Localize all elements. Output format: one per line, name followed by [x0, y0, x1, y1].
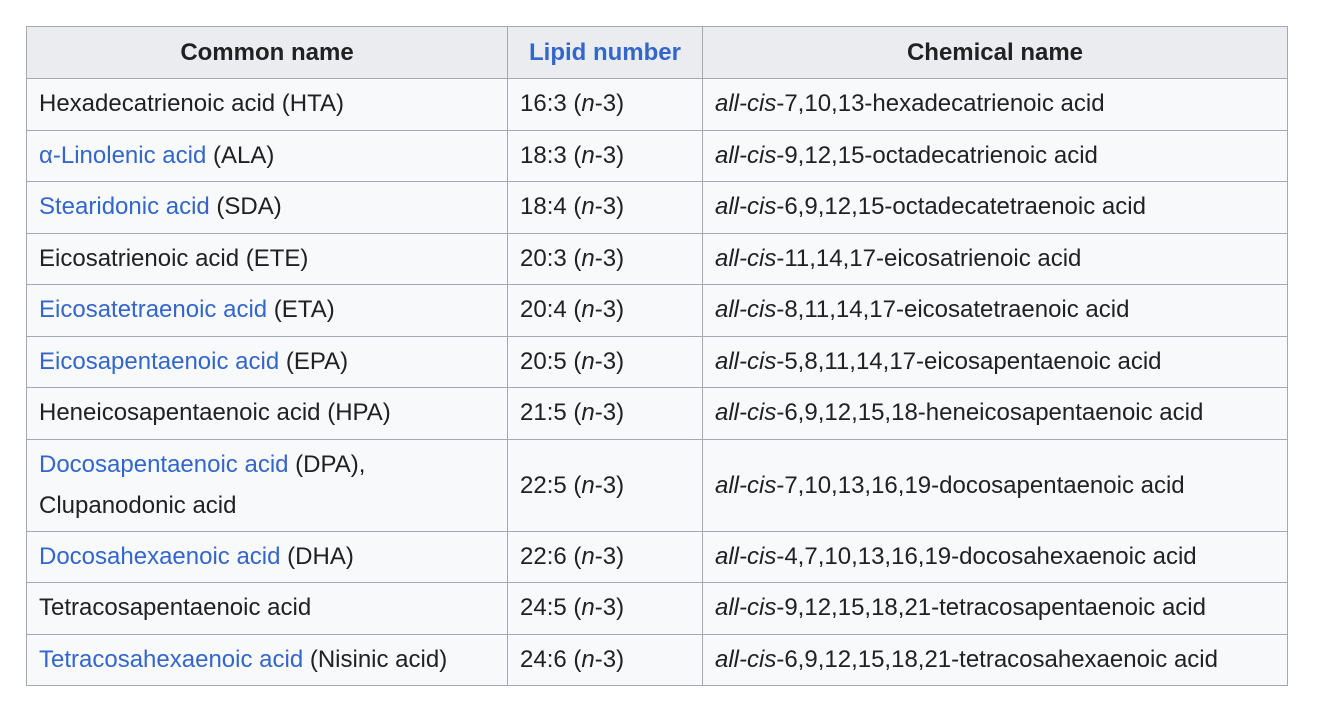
chem-prefix: all-cis: [715, 594, 777, 622]
lipid-prefix: 21:5 (: [520, 399, 582, 427]
chem-prefix: all-cis: [715, 645, 777, 673]
lipid-n: n: [581, 399, 595, 427]
cell-lipid-number: [508, 634, 703, 686]
cell-lipid-number: [508, 130, 703, 182]
cell-common-name: [27, 336, 508, 388]
lipid-n: n: [581, 542, 595, 570]
table-row: [27, 388, 1288, 440]
cell-lipid-number: [508, 531, 703, 583]
cell-common-name: [27, 583, 508, 635]
table-row: [27, 531, 1288, 583]
chem-prefix: all-cis: [715, 471, 777, 499]
table-row: [27, 336, 1288, 388]
lipid-suffix: -3): [594, 471, 625, 499]
lipid-prefix: 20:3 (: [520, 244, 582, 272]
cell-lipid-number: [508, 336, 703, 388]
lipid-suffix: -3): [594, 141, 625, 169]
acid-name-text: (EPA): [279, 347, 349, 375]
chem-rest: -8,11,14,17-eicosatetraenoic acid: [776, 296, 1130, 324]
lipid-n: n: [581, 347, 595, 375]
table-row: [27, 439, 1288, 531]
table-body: [27, 79, 1288, 686]
lipid-suffix: -3): [594, 645, 625, 673]
lipid-suffix: -3): [594, 296, 625, 324]
acid-name-text: Hexadecatrienoic acid (HTA): [39, 90, 345, 118]
cell-chemical-name: [703, 531, 1288, 583]
header-row: [27, 27, 1288, 79]
acid-name-text: Tetracosapentaenoic acid: [39, 594, 312, 622]
acid-link[interactable]: Tetracosahexaenoic acid: [39, 645, 304, 673]
chem-rest: -6,9,12,15-octadecatetraenoic acid: [776, 193, 1146, 221]
lipid-prefix: 22:5 (: [520, 471, 582, 499]
cell-common-name: [27, 233, 508, 285]
acid-link[interactable]: Docosahexaenoic acid: [39, 542, 281, 570]
chem-rest: -7,10,13-hexadecatrienoic acid: [776, 90, 1105, 118]
lipid-n: n: [581, 645, 595, 673]
lipid-n: n: [581, 193, 595, 221]
lipid-prefix: 24:6 (: [520, 645, 582, 673]
lipid-prefix: 22:6 (: [520, 542, 582, 570]
lipid-suffix: -3): [594, 399, 625, 427]
acid-name-text: (DHA): [280, 542, 354, 570]
lipid-n: n: [581, 90, 595, 118]
chem-prefix: all-cis: [715, 244, 777, 272]
acid-name-text: (DPA),: [288, 451, 366, 478]
cell-chemical-name: [703, 336, 1288, 388]
chem-rest: -6,9,12,15,18,21-tetracosahexaenoic acid: [776, 645, 1218, 673]
lipid-prefix: 20:5 (: [520, 347, 582, 375]
lipid-n: n: [581, 471, 595, 499]
chem-rest: -9,12,15,18,21-tetracosapentaenoic acid: [776, 594, 1206, 622]
chem-prefix: all-cis: [715, 141, 777, 169]
cell-chemical-name: [703, 388, 1288, 440]
acid-name-text: (SDA): [209, 193, 282, 221]
chem-rest: -7,10,13,16,19-docosapentaenoic acid: [776, 471, 1185, 499]
cell-common-name: [27, 531, 508, 583]
cell-common-name: [27, 634, 508, 686]
table-row: [27, 634, 1288, 686]
cell-chemical-name: [703, 634, 1288, 686]
cell-lipid-number: [508, 388, 703, 440]
acid-name-text: (Nisinic acid): [303, 645, 448, 673]
lipid-n: n: [581, 594, 595, 622]
cell-chemical-name: [703, 439, 1288, 531]
lipid-prefix: 18:4 (: [520, 193, 582, 221]
lipid-suffix: -3): [594, 244, 625, 272]
cell-chemical-name: [703, 233, 1288, 285]
cell-chemical-name: [703, 285, 1288, 337]
cell-common-name: [27, 130, 508, 182]
acid-name-line2: Clupanodonic acid: [39, 492, 237, 519]
acid-name-text: (ETA): [267, 296, 335, 324]
lipid-prefix: 20:4 (: [520, 296, 582, 324]
acid-link[interactable]: α-Linolenic acid: [39, 141, 207, 169]
acid-link[interactable]: Eicosatetraenoic acid: [39, 296, 268, 324]
lipid-n: n: [581, 296, 595, 324]
header-common-name[interactable]: Common name: [27, 27, 508, 79]
fatty-acid-table: [26, 26, 1288, 686]
cell-chemical-name: [703, 130, 1288, 182]
table-row: [27, 583, 1288, 635]
chem-rest: -4,7,10,13,16,19-docosahexaenoic acid: [776, 542, 1197, 570]
cell-chemical-name: [703, 79, 1288, 131]
cell-lipid-number: [508, 439, 703, 531]
table-row: [27, 79, 1288, 131]
lipid-n: n: [581, 244, 595, 272]
acid-link[interactable]: Stearidonic acid: [39, 193, 210, 221]
acid-name-text: Eicosatrienoic acid (ETE): [39, 244, 309, 272]
lipid-suffix: -3): [594, 594, 625, 622]
cell-common-name: [27, 388, 508, 440]
chem-rest: -6,9,12,15,18-heneicosapentaenoic acid: [776, 399, 1204, 427]
chem-rest: -9,12,15-octadecatrienoic acid: [776, 141, 1098, 169]
table-row: [27, 285, 1288, 337]
chem-prefix: all-cis: [715, 347, 777, 375]
header-lipid-number[interactable]: Lipid number: [508, 27, 703, 79]
header-chemical-name[interactable]: Chemical name: [703, 27, 1288, 79]
chem-prefix: all-cis: [715, 296, 777, 324]
cell-lipid-number: [508, 79, 703, 131]
cell-lipid-number: [508, 182, 703, 234]
acid-link[interactable]: Eicosapentaenoic acid: [39, 347, 280, 375]
cell-common-name: [27, 439, 508, 531]
cell-chemical-name: [703, 583, 1288, 635]
acid-name-text: (ALA): [206, 141, 275, 169]
chem-prefix: all-cis: [715, 193, 777, 221]
lipid-suffix: -3): [594, 347, 625, 375]
lipid-suffix: -3): [594, 542, 625, 570]
chem-rest: -5,8,11,14,17-eicosapentaenoic acid: [776, 347, 1162, 375]
cell-common-name: [27, 285, 508, 337]
acid-name-text: Heneicosapentaenoic acid (HPA): [39, 399, 391, 427]
cell-chemical-name: [703, 182, 1288, 234]
cell-lipid-number: [508, 233, 703, 285]
lipid-prefix: 18:3 (: [520, 141, 582, 169]
table-row: [27, 182, 1288, 234]
chem-prefix: all-cis: [715, 542, 777, 570]
chem-prefix: all-cis: [715, 399, 777, 427]
chem-rest: -11,14,17-eicosatrienoic acid: [776, 244, 1082, 272]
cell-lipid-number: [508, 583, 703, 635]
lipid-suffix: -3): [594, 90, 625, 118]
table-container: [26, 26, 1288, 686]
lipid-prefix: 16:3 (: [520, 90, 582, 118]
chem-prefix: all-cis: [715, 90, 777, 118]
cell-lipid-number: [508, 285, 703, 337]
lipid-suffix: -3): [594, 193, 625, 221]
table-row: [27, 130, 1288, 182]
table-row: [27, 233, 1288, 285]
acid-link[interactable]: Docosapentaenoic acid: [39, 451, 289, 478]
lipid-n: n: [581, 141, 595, 169]
lipid-prefix: 24:5 (: [520, 594, 582, 622]
cell-common-name: [27, 79, 508, 131]
cell-common-name: [27, 182, 508, 234]
